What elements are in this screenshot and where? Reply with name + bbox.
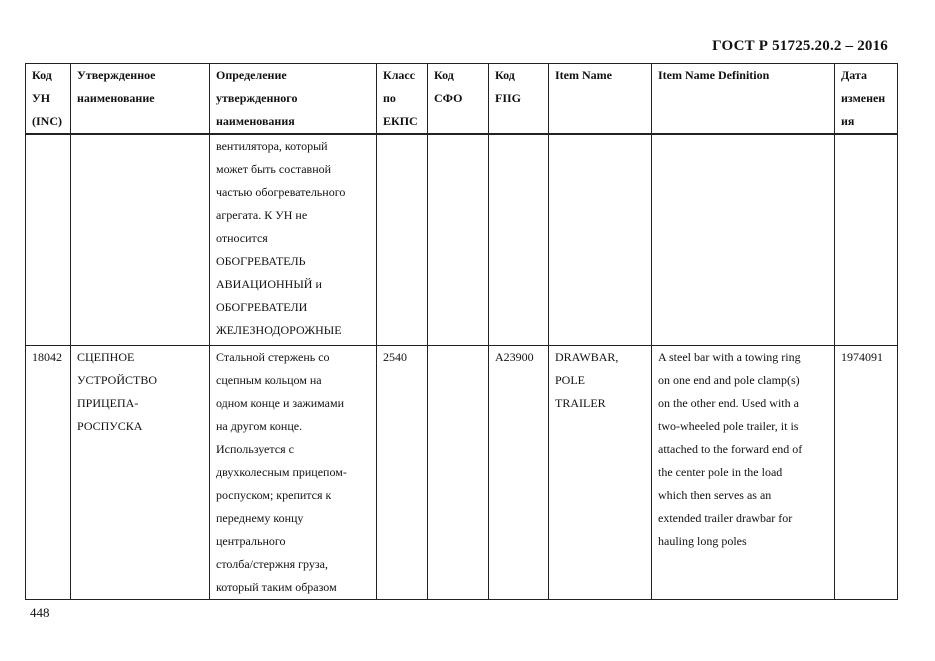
column-header-approved-name — [71, 64, 210, 135]
cell-text-line: роспуском; крепится к — [216, 487, 332, 502]
cell-definition — [210, 345, 377, 599]
column-header-line: утвержденного — [216, 91, 298, 105]
column-header-line: наименование — [77, 91, 155, 105]
column-header-item-def — [652, 64, 835, 135]
cell-text-line: A23900 — [495, 349, 534, 364]
column-header-item-name — [549, 64, 652, 135]
cell-text-line: двухколесным прицепом- — [216, 464, 347, 479]
column-header-line: Класс — [383, 68, 416, 82]
cell-item-def — [652, 345, 835, 599]
column-header-line: Item Name — [555, 68, 612, 82]
cell-text-line: одном конце и зажимами — [216, 395, 344, 410]
table-row — [26, 345, 898, 599]
cell-item-name — [549, 134, 652, 345]
cell-text-line: ЖЕЛЕЗНОДОРОЖНЫЕ — [216, 323, 342, 337]
column-header-line: Код — [495, 68, 515, 82]
column-header-line: Item Name Definition — [658, 68, 770, 82]
cell-text-line: переднему концу — [216, 510, 304, 525]
cell-item-name — [549, 345, 652, 599]
cell-text-line: УСТРОЙСТВО — [77, 372, 157, 387]
column-header-line: Код — [32, 68, 52, 82]
cell-text-line: может быть составной — [216, 162, 332, 176]
cell-text-line: on the other end. Used with a — [658, 395, 799, 410]
column-header-line: ия — [841, 114, 855, 128]
cell-text-line: центрального — [216, 533, 286, 548]
cell-inc — [26, 134, 71, 345]
cell-text-line: attached to the forward end of — [658, 441, 803, 456]
column-header-sfo — [428, 64, 489, 135]
cell-ekps — [377, 134, 428, 345]
cell-text-line: РОСПУСКА — [77, 418, 143, 433]
cell-text-line: ОБОГРЕВАТЕЛИ — [216, 300, 308, 314]
cell-text-line: на другом конце. — [216, 418, 303, 433]
column-header-line: Утвержденное — [77, 68, 156, 82]
cell-text-line: which then serves as an — [658, 487, 772, 502]
column-header-line: Код — [434, 68, 454, 82]
column-header-fiig — [489, 64, 549, 135]
cell-text-line: агрегата. К УН не — [216, 208, 308, 222]
cell-text-line: extended trailer drawbar for — [658, 510, 793, 525]
column-header-line: ЕКПС — [383, 114, 418, 128]
cell-text-line: АВИАЦИОННЫЙ и — [216, 277, 322, 291]
cell-text-line: Используется с — [216, 441, 294, 456]
table-row — [26, 134, 898, 345]
column-header-line: УН — [32, 91, 51, 105]
cell-text-line: on one end and pole clamp(s) — [658, 372, 800, 387]
cell-definition — [210, 134, 377, 345]
cell-inc — [26, 345, 71, 599]
column-header-date — [835, 64, 898, 135]
column-header-definition — [210, 64, 377, 135]
cell-text-line: A steel bar with a towing ring — [658, 349, 801, 364]
cell-text-line: ПРИЦЕПА- — [77, 395, 139, 410]
column-header-line: наименования — [216, 114, 295, 128]
cell-ekps — [377, 345, 428, 599]
cell-text-line: the center pole in the load — [658, 464, 783, 479]
cell-text-line: 1974091 — [841, 349, 883, 364]
column-header-line: Дата — [841, 68, 867, 82]
cell-text-line: TRAILER — [555, 395, 606, 410]
column-header-line: по — [383, 91, 396, 105]
cell-text-line: сцепным кольцом на — [216, 372, 322, 387]
cell-text-line: POLE — [555, 372, 585, 387]
cell-text-line: Стальной стержень со — [216, 349, 330, 364]
cell-text-line: СЦЕПНОЕ — [77, 349, 135, 364]
cell-text-line: 2540 — [383, 349, 407, 364]
cell-sfo — [428, 345, 489, 599]
cell-fiig — [489, 134, 549, 345]
cell-sfo — [428, 134, 489, 345]
column-header-inc — [26, 64, 71, 135]
cell-text-line: hauling long poles — [658, 533, 747, 548]
catalog-table — [25, 63, 898, 600]
cell-date — [835, 345, 898, 599]
cell-date — [835, 134, 898, 345]
page-number: 448 — [30, 605, 50, 620]
column-header-ekps — [377, 64, 428, 135]
column-header-line: СФО — [434, 91, 463, 105]
cell-text-line: DRAWBAR, — [555, 349, 619, 364]
cell-text-line: столба/стержня груза, — [216, 556, 328, 571]
cell-fiig — [489, 345, 549, 599]
document-title: ГОСТ Р 51725.20.2 – 2016 — [712, 38, 888, 54]
column-header-line: Определение — [216, 68, 287, 82]
cell-text-line: ОБОГРЕВАТЕЛЬ — [216, 254, 306, 268]
cell-approved-name — [71, 134, 210, 345]
header-row — [26, 64, 898, 135]
cell-approved-name — [71, 345, 210, 599]
cell-text-line: частью обогревательного — [216, 185, 346, 199]
cell-text-line: который таким образом — [216, 579, 337, 594]
cell-item-def — [652, 134, 835, 345]
cell-text-line: относится — [216, 231, 268, 245]
column-header-line: FIIG — [495, 91, 522, 105]
column-header-line: (INC) — [32, 114, 62, 128]
cell-text-line: вентилятора, который — [216, 139, 328, 153]
column-header-line: изменен — [841, 91, 886, 105]
cell-text-line: 18042 — [32, 349, 62, 364]
cell-text-line: two-wheeled pole trailer, it is — [658, 418, 799, 433]
